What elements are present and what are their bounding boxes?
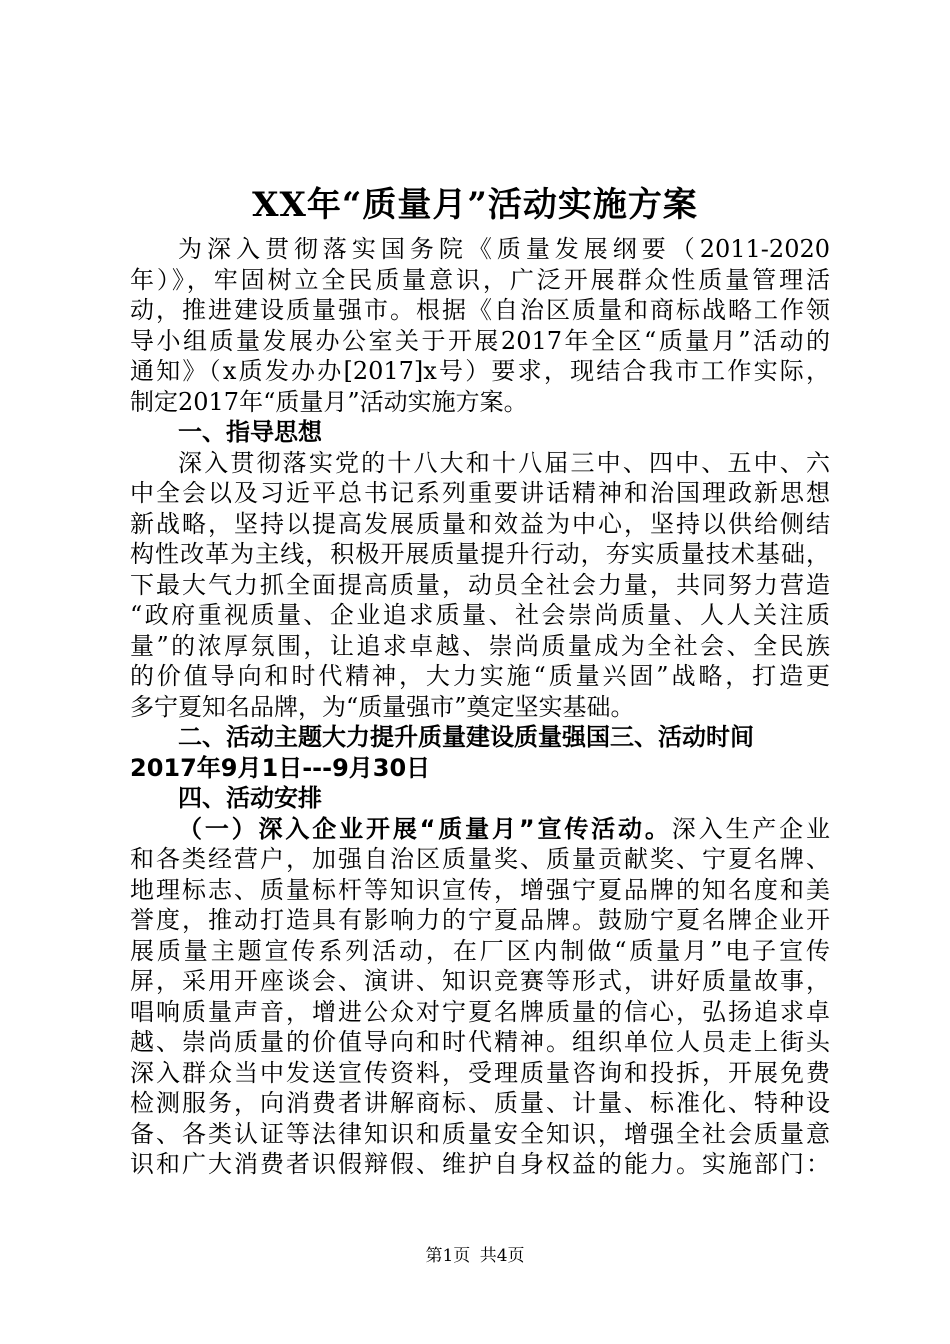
body-line: 年）》，牢固树立全民质量意识，广泛开展群众性质量管理活	[130, 265, 830, 294]
body-line: 备、各类认证等法律知识和质量安全知识，增强全社会质量意	[130, 1119, 830, 1148]
body-line: 深入贯彻落实党的十八大和十八届三中、四中、五中、六	[178, 448, 830, 477]
body-line: 动，推进建设质量强市。根据《自治区质量和商标战略工作领	[130, 296, 830, 324]
body-line: 屏，采用开座谈会、演讲、知识竞赛等形式，讲好质量故事，	[130, 967, 830, 995]
page-number: 第1页	[425, 1246, 471, 1266]
body-line: 中全会以及习近平总书记系列重要讲话精神和治国理政新思想	[130, 479, 830, 507]
body-line	[130, 814, 830, 845]
body-line: 和各类经营户，加强自治区质量奖、质量贡献奖、宁夏名牌、	[130, 845, 830, 873]
body-line: 检测服务，向消费者讲解商标、质量、计量、标准化、特种设	[130, 1089, 830, 1117]
section-heading-theme-and-time: 二、活动主题大力提升质量建设质量强国三、活动时间	[178, 723, 754, 751]
body-line: 量”的浓厚氛围，让追求卓越、崇尚质量成为全社会、全民族	[130, 631, 830, 660]
body-line: 识和广大消费者识假辩假、维护自身权益的能力。实施部门：	[130, 1150, 830, 1178]
document-title: XX年“质量月”活动实施方案	[252, 185, 698, 225]
body-line: 新战略，坚持以提高发展质量和效益为中心，坚持以供给侧结	[130, 509, 830, 538]
body-line-text: 深入生产企业	[671, 814, 830, 843]
document-body	[130, 234, 830, 1180]
body-line: 制定2017年“质量月”活动实施方案。	[130, 387, 528, 416]
body-line: 导小组质量发展办公室关于开展2017年全区“质量月”活动的	[130, 326, 830, 355]
subsection-heading-publicity: （一）深入企业开展“质量月”宣传活动。	[178, 814, 672, 843]
page-footer	[0, 1244, 950, 1268]
body-line: 地理标志、质量标杆等知识宣传，增强宁夏品牌的知名度和美	[130, 875, 830, 904]
body-line: 展质量主题宣传系列活动，在厂区内制做“质量月”电子宣传	[130, 936, 830, 965]
section-heading-arrangements: 四、活动安排	[178, 784, 322, 812]
body-line: 通知》（x质发办办[2017]x号）要求，现结合我市工作实际，	[130, 357, 830, 385]
body-line: 誉度，推动打造具有影响力的宁夏品牌。鼓励宁夏名牌企业开	[130, 906, 830, 934]
body-line: 越、崇尚质量的价值导向和时代精神。组织单位人员走上街头	[130, 1028, 830, 1056]
section-activity-time: 2017年9月1日---9月30日	[130, 753, 431, 782]
body-line: “政府重视质量、企业追求质量、社会崇尚质量、人人关注质	[130, 601, 830, 629]
body-line: 多宁夏知名品牌，为“质量强市”奠定坚实基础。	[130, 692, 635, 721]
body-line: 构性改革为主线，积极开展质量提升行动，夯实质量技术基础，	[130, 540, 830, 568]
section-heading-guiding-ideology: 一、指导思想	[178, 418, 322, 446]
body-line: 深入群众当中发送宣传资料，受理质量咨询和投拆，开展免费	[130, 1058, 830, 1087]
body-line: 的价值导向和时代精神，大力实施“质量兴固”战略，打造更	[130, 662, 830, 690]
body-line: 唱响质量声音，增进公众对宁夏名牌质量的信心，弘扬追求卓	[130, 997, 830, 1026]
page-total: 共4页	[479, 1246, 525, 1266]
body-line: 下最大气力抓全面提高质量，动员全社会力量，共同努力营造	[130, 570, 830, 599]
body-line: 为深入贯彻落实国务院《质量发展纲要（2011-2020	[178, 235, 830, 263]
